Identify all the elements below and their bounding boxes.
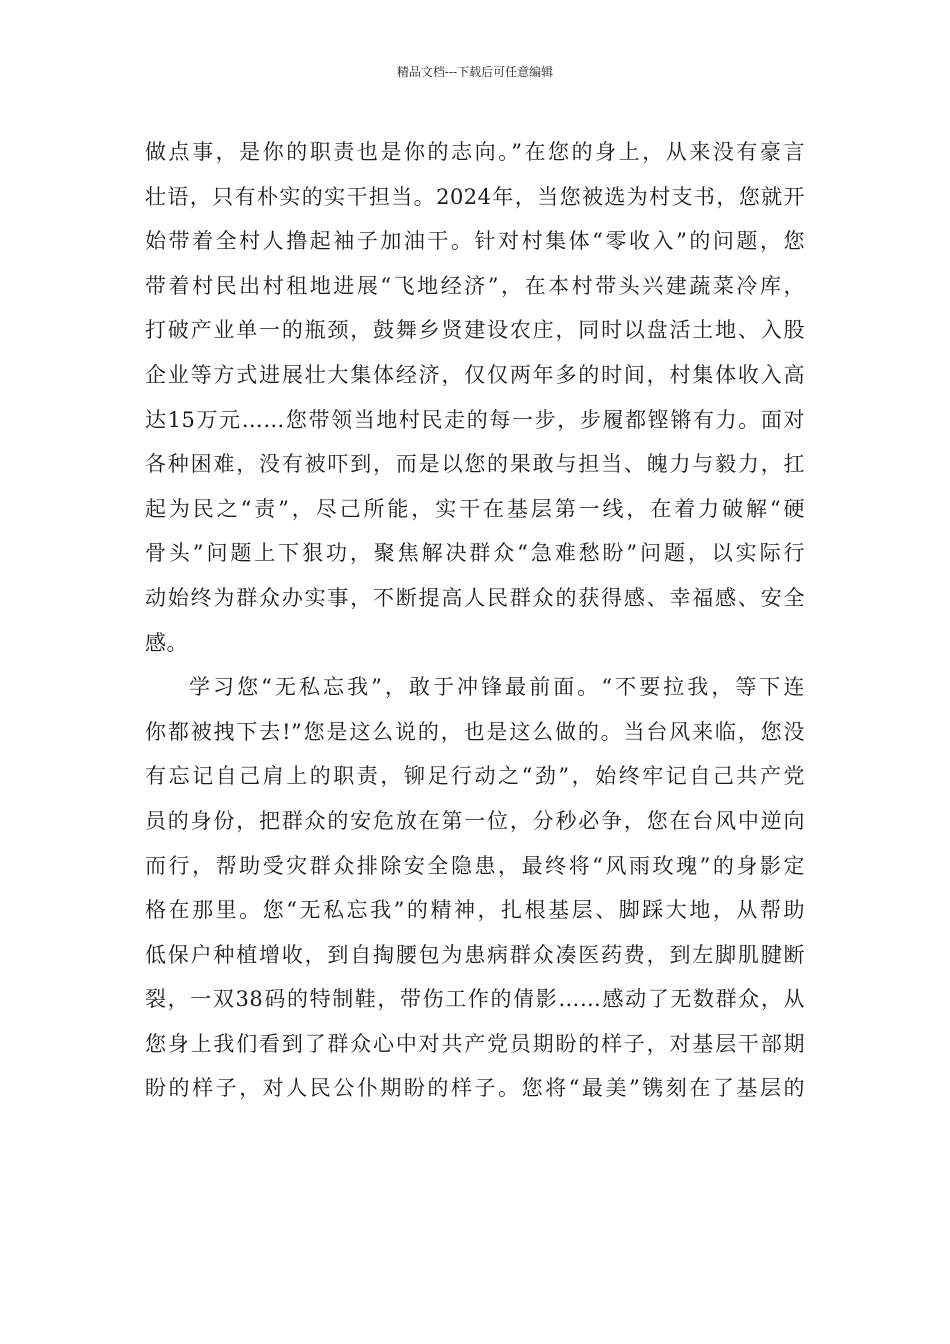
paragraph-1 <box>145 130 805 665</box>
text-line: 你都被拽下去!”您是这么说的，也是这么做的。当台风来临，您没 <box>145 719 805 744</box>
text-line: 学习您“无私忘我”，敢于冲锋最前面。“不要拉我，等下连 <box>189 675 805 700</box>
text-line: 感。 <box>145 630 188 655</box>
page-header: 精品文档---下载后可任意编辑 <box>396 65 554 79</box>
text-line: 格在那里。您“无私忘我”的精神，扎根基层、脚踩大地，从帮助 <box>145 898 805 923</box>
text-line: 盼的样子，对人民公仆期盼的样子。您将“最美”镌刻在了基层的 <box>145 1076 805 1101</box>
text-line: 您身上我们看到了群众心中对共产党员期盼的样子，对基层干部期 <box>145 1031 805 1056</box>
text-line: 而行，帮助受灾群众排除安全隐患，最终将“风雨玫瑰”的身影定 <box>145 853 805 878</box>
text-line: 达15万元……您带领当地村民走的每一步，步履都铿锵有力。面对 <box>145 407 805 432</box>
text-line: 低保户种植增收，到自掏腰包为患病群众凑医药费，到左脚肌腱断 <box>145 942 805 967</box>
text-line: 有忘记自己肩上的职责，铆足行动之“劲”，始终牢记自己共产党 <box>145 764 805 789</box>
text-line: 各种困难，没有被吓到，而是以您的果敢与担当、魄力与毅力，扛 <box>145 452 805 477</box>
text-line: 企业等方式进展壮大集体经济，仅仅两年多的时间，村集体收入高 <box>145 362 805 387</box>
text-line: 壮语，只有朴实的实干担当。2024年，当您被选为村支书，您就开 <box>145 184 805 209</box>
text-line: 裂，一双38码的特制鞋，带伤工作的倩影……感动了无数群众，从 <box>145 987 805 1012</box>
text-line: 动始终为群众办实事，不断提高人民群众的获得感、幸福感、安全 <box>145 585 805 610</box>
paragraph-2 <box>145 665 805 1111</box>
text-line: 做点事，是你的职责也是你的志向。”在您的身上，从来没有豪言 <box>145 140 805 164</box>
text-line: 骨头”问题上下狠功，聚焦解决群众“急难愁盼”问题，以实际行 <box>145 541 805 566</box>
text-line: 始带着全村人撸起袖子加油干。针对村集体“零收入”的问题，您 <box>145 229 805 254</box>
document-body <box>145 130 805 1111</box>
text-line: 带着村民出村租地进展“飞地经济”，在本村带头兴建蔬菜冷库， <box>145 273 805 298</box>
text-line: 员的身份，把群众的安危放在第一位，分秒必争，您在台风中逆向 <box>145 808 805 833</box>
text-line: 起为民之“责”，尽己所能，实干在基层第一线，在着力破解“硬 <box>145 496 805 521</box>
text-line: 打破产业单一的瓶颈，鼓舞乡贤建设农庄，同时以盘活土地、入股 <box>145 318 805 343</box>
